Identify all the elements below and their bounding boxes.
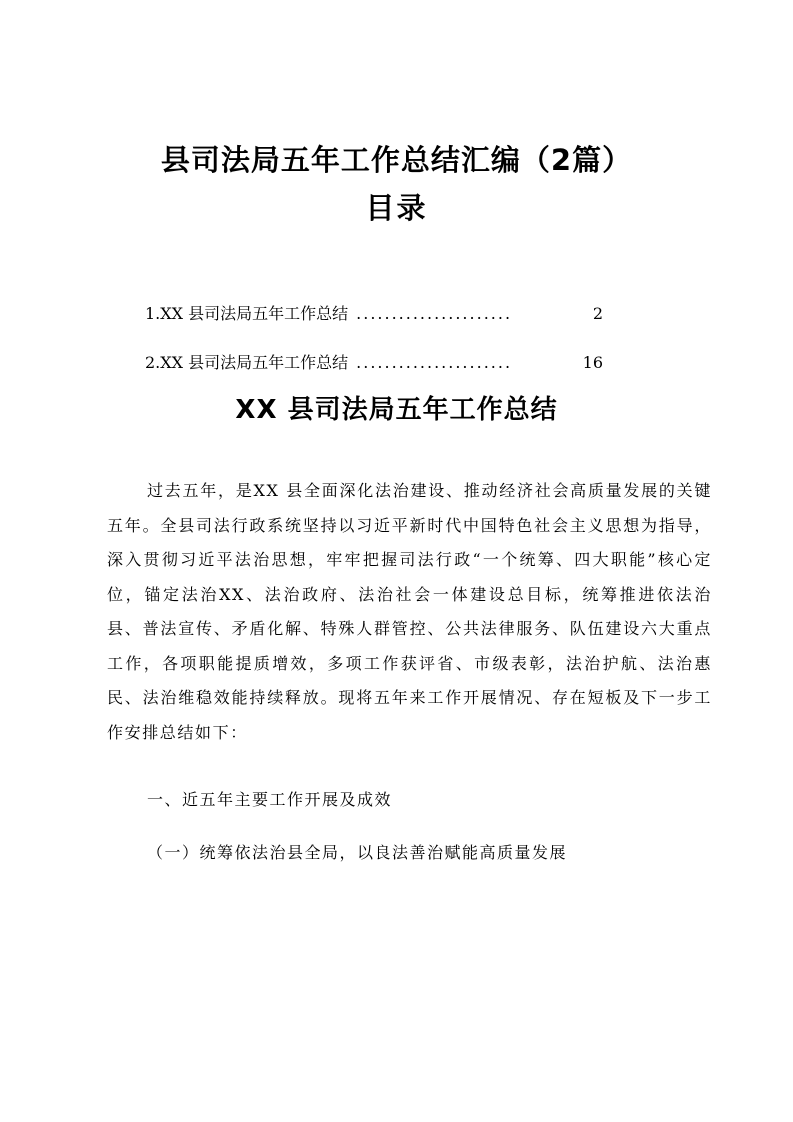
document-title: 县司法局五年工作总结汇编（2篇） — [160, 143, 633, 177]
section-heading: 一、近五年主要工作开展及成效 — [147, 790, 393, 809]
toc-heading: 目录 — [365, 191, 428, 225]
article-title: XX 县司法局五年工作总结 — [235, 395, 558, 425]
toc-entry-2[interactable] — [145, 351, 603, 375]
toc-page-number: 2 — [592, 304, 603, 323]
intro-paragraph: 过去五年，是XX 县全面深化法治建设、推动经济社会高质量发展的关键五年。全县司法行政系统坚持以习近平新时代中国特色社会主义思想为指导，深入贯彻习近平法治思想，牢牢把握司法行政“一个统筹、四大职能”核心定位，锚定法治XX、法治政府、法治社会一体建设总目标，统筹推进依法治县、普法宣传、矛盾化解、特殊人群管控、公共法律服务、队伍建设六大重点工作，各项职能提质增效，多项工作获评省、市级表彰，法治护航、法治惠民、法治维稳效能持续释放。现将五年来工作开展情况、存在短板及下一步工作安排总结如下： — [107, 481, 712, 742]
toc-entry-label: 2.XX 县司法局五年工作总结 — [145, 353, 349, 372]
subsection-heading: （一）统筹依法治县全局，以良法善治赋能高质量发展 — [147, 843, 568, 862]
toc-page-number: 16 — [582, 353, 603, 372]
toc-leader-dots: ...................... — [356, 353, 513, 372]
toc-entry-1[interactable] — [145, 302, 603, 326]
toc-entry-label: 1.XX 县司法局五年工作总结 — [145, 304, 349, 323]
toc-leader-dots: ...................... — [356, 304, 513, 323]
